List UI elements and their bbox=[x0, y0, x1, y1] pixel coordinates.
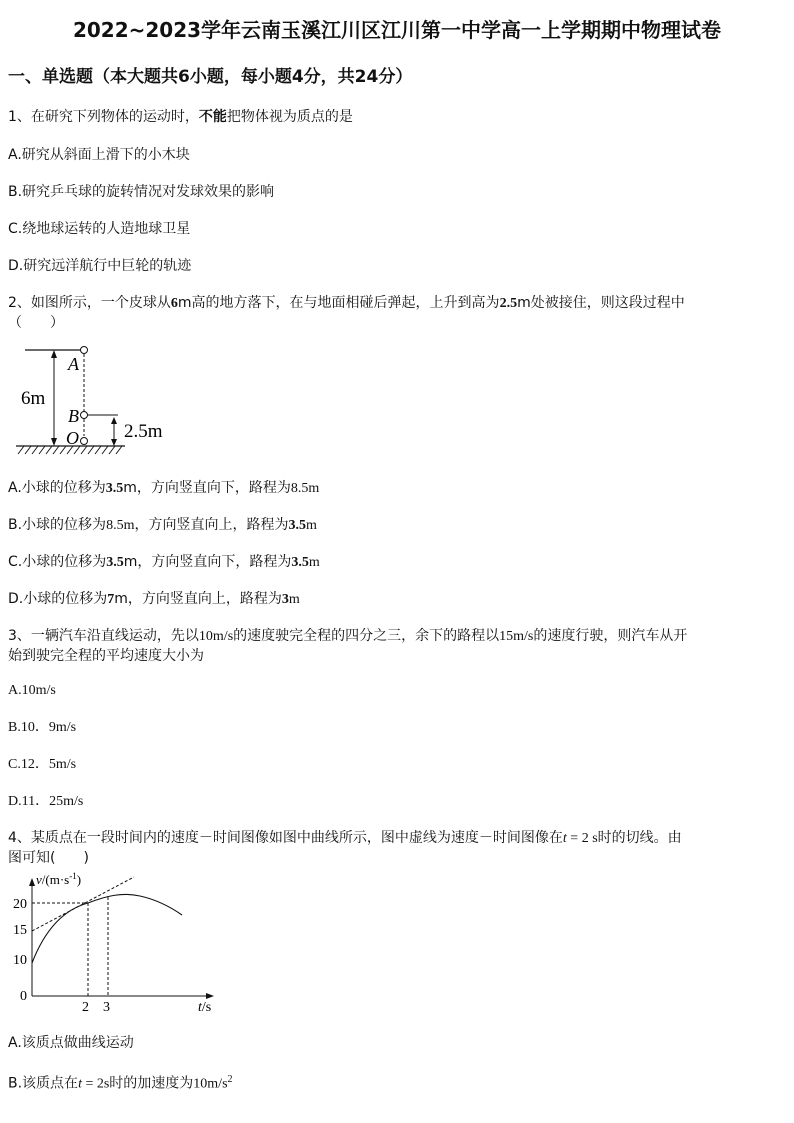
q4-b-1: B.该质点在 bbox=[8, 1075, 79, 1092]
xtick-3: 3 bbox=[103, 1000, 110, 1015]
q3-option-d: D.11．25m/s bbox=[8, 794, 84, 809]
y-label-close: ) bbox=[76, 872, 82, 887]
q1-stem-post: 把物体视为质点的是 bbox=[226, 109, 353, 125]
section-heading: 一、单选题（本大题共6小题，每小题4分，共24分） bbox=[8, 67, 413, 87]
q2-c-1: C.小球的位移为 bbox=[8, 554, 107, 570]
q2-option-d bbox=[8, 590, 300, 609]
q4-b-6: 2 bbox=[227, 1074, 233, 1085]
q3-stem-line2: 始到驶完全程的平均速度大小为 bbox=[8, 648, 204, 664]
q4-b-2: t bbox=[78, 1076, 82, 1092]
xtick-2: 2 bbox=[82, 1000, 89, 1015]
q3-l1b: 10m/s bbox=[198, 629, 234, 644]
x-label-unit: /s bbox=[201, 1000, 212, 1015]
q4-option-b bbox=[8, 1071, 233, 1094]
q2-d-3: m，方向竖直向上，路程为 bbox=[114, 591, 282, 607]
q2-b-1: B.小球的位移为 bbox=[8, 517, 107, 533]
q3-option-b: B.10．9m/s bbox=[8, 720, 77, 735]
q1-stem bbox=[8, 108, 353, 126]
q2-b-4: 3.5 bbox=[288, 518, 306, 533]
q2-d-2: 7 bbox=[107, 592, 115, 607]
velocity-curve bbox=[32, 894, 182, 963]
y-label-unit: /(m·s bbox=[41, 872, 70, 887]
q3-l1d: 15m/s bbox=[499, 629, 534, 644]
q1-option-b: B.研究乒乓球的旋转情况对发球效果的影响 bbox=[8, 184, 275, 200]
label-2-5m: 2.5m bbox=[124, 421, 163, 442]
q2-c-4: 3.5 bbox=[291, 555, 309, 570]
ball-o bbox=[81, 438, 88, 445]
y-axis-label bbox=[36, 871, 81, 887]
q1-option-d: D.研究远洋航行中巨轮的轨迹 bbox=[8, 258, 192, 274]
q3-l1c: 的速度驶完全程的四分之三，余下的路程以 bbox=[233, 628, 500, 644]
q4-l1d: 时的切线。由 bbox=[597, 830, 682, 846]
ball-bounce-figure bbox=[10, 340, 185, 458]
q2-b-5: m bbox=[305, 518, 317, 533]
q3-option-a: A.10m/s bbox=[8, 683, 56, 698]
q2-v2: 2.5 bbox=[499, 296, 518, 311]
q2-a-3: m，方向竖直向下，路程为 bbox=[123, 480, 291, 496]
q2-stem-line1 bbox=[8, 294, 685, 313]
q2-s3: m处被接住，则这段过程中 bbox=[517, 295, 685, 311]
arrow-6m-head-bottom bbox=[51, 438, 57, 446]
q2-s2: m高的地方落下，在与地面相碰后弹起，上升到高为 bbox=[177, 295, 500, 311]
ytick-20: 20 bbox=[13, 897, 27, 912]
ytick-15: 15 bbox=[13, 923, 27, 938]
q3-stem-line1 bbox=[8, 627, 687, 646]
ytick-10: 10 bbox=[13, 953, 27, 968]
label-o: O bbox=[66, 428, 79, 448]
q2-option-b bbox=[8, 516, 317, 535]
q4-stem-line1 bbox=[8, 829, 682, 848]
q4-l1b: t bbox=[562, 831, 567, 846]
q2-c-2: 3.5 bbox=[106, 555, 124, 570]
q1-stem-bold: 不能 bbox=[198, 109, 227, 125]
arrow-2-5m-head-bottom bbox=[111, 439, 117, 446]
q4-b-3: = 2s bbox=[81, 1076, 110, 1092]
q2-c-3: m，方向竖直向下，路程为 bbox=[123, 554, 292, 570]
q3-l1a: 3、一辆汽车沿直线运动，先以 bbox=[8, 628, 199, 644]
page-title: 2022~2023学年云南玉溪江川区江川第一中学高一上学期期中物理试卷 bbox=[72, 18, 722, 42]
q2-a-4: 8.5m bbox=[290, 481, 320, 496]
label-b: B bbox=[68, 406, 79, 426]
velocity-time-graph bbox=[10, 868, 225, 1018]
q4-l1c: = 2 s bbox=[566, 831, 598, 846]
q2-d-1: D.小球的位移为 bbox=[8, 591, 108, 607]
q2-b-3: ，方向竖直向上，路程为 bbox=[134, 517, 289, 533]
q2-option-c bbox=[8, 553, 320, 572]
arrow-6m-head-top bbox=[51, 350, 57, 358]
q2-d-4: 3 bbox=[281, 592, 289, 607]
q2-c-5: m bbox=[308, 555, 320, 570]
y-label-exp: -1 bbox=[69, 871, 77, 881]
q2-b-2: 8.5m bbox=[106, 518, 135, 533]
q4-option-a: A.该质点做曲线运动 bbox=[8, 1035, 134, 1051]
q4-b-4: 时的加速度为 bbox=[109, 1075, 194, 1092]
q4-stem-line2: 图可知( ) bbox=[8, 850, 89, 866]
q3-option-c: C.12．5m/s bbox=[8, 757, 77, 772]
arrow-2-5m-head-top bbox=[111, 417, 117, 424]
ball-a bbox=[81, 347, 88, 354]
q4-l1a: 4、某质点在一段时间内的速度－时间图像如图中曲线所示，图中虚线为速度－时间图像在 bbox=[8, 830, 563, 846]
label-a: A bbox=[68, 354, 79, 374]
x-axis-label bbox=[198, 1000, 211, 1015]
ytick-0: 0 bbox=[20, 989, 27, 1004]
q2-v1: 6 bbox=[170, 296, 178, 311]
y-axis-arrow bbox=[29, 878, 35, 886]
q2-d-5: m bbox=[288, 592, 300, 607]
q2-s1: 2、如图所示，一个皮球从 bbox=[8, 295, 171, 311]
q2-stem-line2: （ ） bbox=[8, 315, 64, 331]
q3-l1e: 的速度行驶，则汽车从开 bbox=[533, 628, 688, 644]
x-label-t: t bbox=[198, 1000, 202, 1015]
q4-b-5: 10m/s bbox=[193, 1076, 228, 1092]
label-6m: 6m bbox=[21, 388, 46, 409]
y-label-v: v bbox=[36, 872, 42, 887]
q2-a-1: A.小球的位移为 bbox=[8, 480, 106, 496]
q2-option-a bbox=[8, 479, 319, 498]
q1-option-a: A.研究从斜面上滑下的小木块 bbox=[8, 147, 190, 163]
x-axis-arrow bbox=[206, 993, 214, 999]
q2-a-2: 3.5 bbox=[105, 481, 124, 496]
q1-stem-pre: 1、在研究下列物体的运动时， bbox=[8, 109, 199, 125]
ball-b bbox=[81, 412, 88, 419]
q1-option-c: C.绕地球运转的人造地球卫星 bbox=[8, 221, 191, 237]
